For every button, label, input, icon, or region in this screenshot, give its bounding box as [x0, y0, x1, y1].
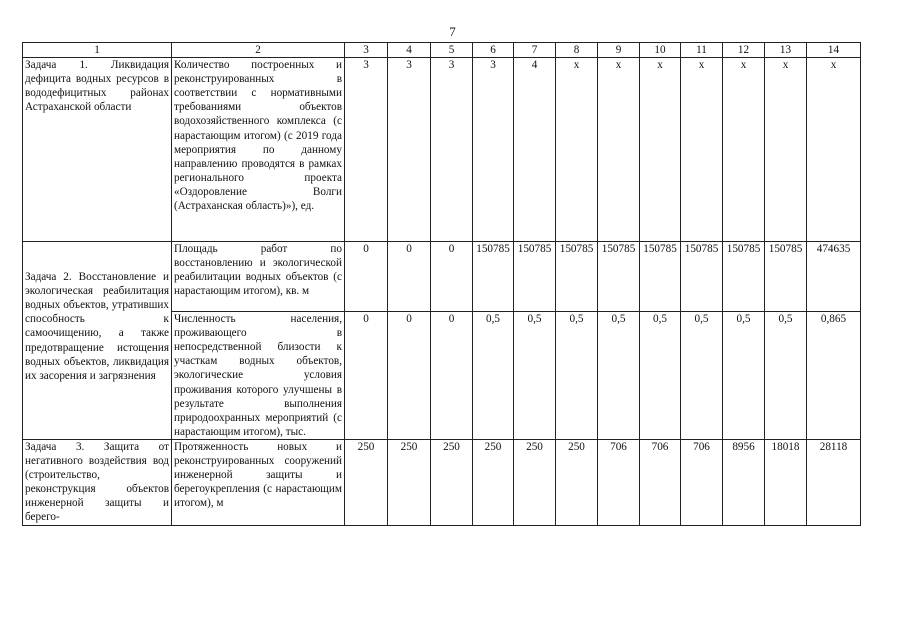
- value-cell: x: [807, 58, 861, 242]
- value-cell: x: [765, 58, 807, 242]
- column-number: 4: [388, 43, 431, 58]
- value-cell: 150785: [473, 242, 514, 312]
- value-cell: 0: [388, 242, 431, 312]
- value-cell: 706: [681, 439, 723, 525]
- table-row: [23, 439, 861, 525]
- value-cell: 250: [556, 439, 598, 525]
- value-cell: 0,5: [556, 312, 598, 440]
- column-number: 8: [556, 43, 598, 58]
- value-cell: 150785: [723, 242, 765, 312]
- column-number: 1: [23, 43, 172, 58]
- value-cell: 706: [598, 439, 640, 525]
- task-cell: [23, 242, 172, 440]
- value-cell: 474635: [807, 242, 861, 312]
- value-cell: 18018: [765, 439, 807, 525]
- column-number: 9: [598, 43, 640, 58]
- task-cell: Задача 3. Защита от негативного воздействия вод (строительство, реконструкция объектов инженерной защиты и берего-: [23, 439, 172, 525]
- value-cell: 250: [473, 439, 514, 525]
- value-cell: 0,5: [640, 312, 681, 440]
- value-cell: 3: [345, 58, 388, 242]
- value-cell: 0: [388, 312, 431, 440]
- value-cell: 150785: [681, 242, 723, 312]
- value-cell: 28118: [807, 439, 861, 525]
- value-cell: x: [556, 58, 598, 242]
- value-cell: 150785: [640, 242, 681, 312]
- column-number: 3: [345, 43, 388, 58]
- column-number: 5: [431, 43, 473, 58]
- column-number: 10: [640, 43, 681, 58]
- value-cell: 0: [345, 242, 388, 312]
- column-number: 11: [681, 43, 723, 58]
- value-cell: 0: [431, 312, 473, 440]
- value-cell: x: [681, 58, 723, 242]
- column-number: 6: [473, 43, 514, 58]
- value-cell: 250: [388, 439, 431, 525]
- indicator-cell: Количество построенных и реконструированных в соответствии с нормативными требованиями объектов водохозяйственного комплекса (с нарастающим итогом) (с 2019 года мероприятия по данному направлению проводятся в рамках регионального проекта «Оздоровление Волги (Астраханская область)»), ед.: [172, 58, 345, 242]
- table-row: [23, 242, 861, 312]
- indicator-cell: Численность населения, проживающего в непосредственной близости к участкам водных объектов, экологические условия проживания которого улучшены в результате выполнения природоохранных мероприятий (с нарастающим итогом), тыс.: [172, 312, 345, 440]
- value-cell: 0,5: [681, 312, 723, 440]
- value-cell: 150785: [556, 242, 598, 312]
- value-cell: 0,5: [598, 312, 640, 440]
- value-cell: 0,5: [514, 312, 556, 440]
- value-cell: 8956: [723, 439, 765, 525]
- column-number: 2: [172, 43, 345, 58]
- value-cell: x: [598, 58, 640, 242]
- page-number: 7: [449, 24, 456, 39]
- indicator-cell: Протяженность новых и реконструированных сооружений инженерной защиты и берегоукрепления (с нарастающим итогом), м: [172, 439, 345, 525]
- value-cell: 0: [431, 242, 473, 312]
- value-cell: 0,5: [723, 312, 765, 440]
- value-cell: 3: [431, 58, 473, 242]
- value-cell: x: [640, 58, 681, 242]
- value-cell: 250: [431, 439, 473, 525]
- value-cell: 150785: [514, 242, 556, 312]
- value-cell: 250: [345, 439, 388, 525]
- value-cell: 4: [514, 58, 556, 242]
- value-cell: x: [723, 58, 765, 242]
- column-number-row: [23, 43, 861, 58]
- value-cell: 0,5: [765, 312, 807, 440]
- value-cell: 150785: [598, 242, 640, 312]
- column-number: 13: [765, 43, 807, 58]
- value-cell: 150785: [765, 242, 807, 312]
- column-number: 14: [807, 43, 861, 58]
- value-cell: 3: [388, 58, 431, 242]
- value-cell: 0: [345, 312, 388, 440]
- task-cell: Задача 1. Ликвидация дефицита водных ресурсов в вододефицитных районах Астраханской области: [23, 58, 172, 242]
- value-cell: 250: [514, 439, 556, 525]
- value-cell: 3: [473, 58, 514, 242]
- table-row: [23, 58, 861, 242]
- value-cell: 0,865: [807, 312, 861, 440]
- column-number: 12: [723, 43, 765, 58]
- column-number: 7: [514, 43, 556, 58]
- value-cell: 706: [640, 439, 681, 525]
- task-text: Задача 2. Восстановление и экологическая реабилитация водных объектов, утративших способность к самоочищению, а также предотвращение истощения водных объектов, ликвидация их засорения и загрязнения: [25, 271, 169, 382]
- value-cell: 0,5: [473, 312, 514, 440]
- indicators-table: [22, 42, 861, 526]
- indicator-cell: Площадь работ по восстановлению и экологической реабилитации водных объектов (с нарастающим итогом), кв. м: [172, 242, 345, 312]
